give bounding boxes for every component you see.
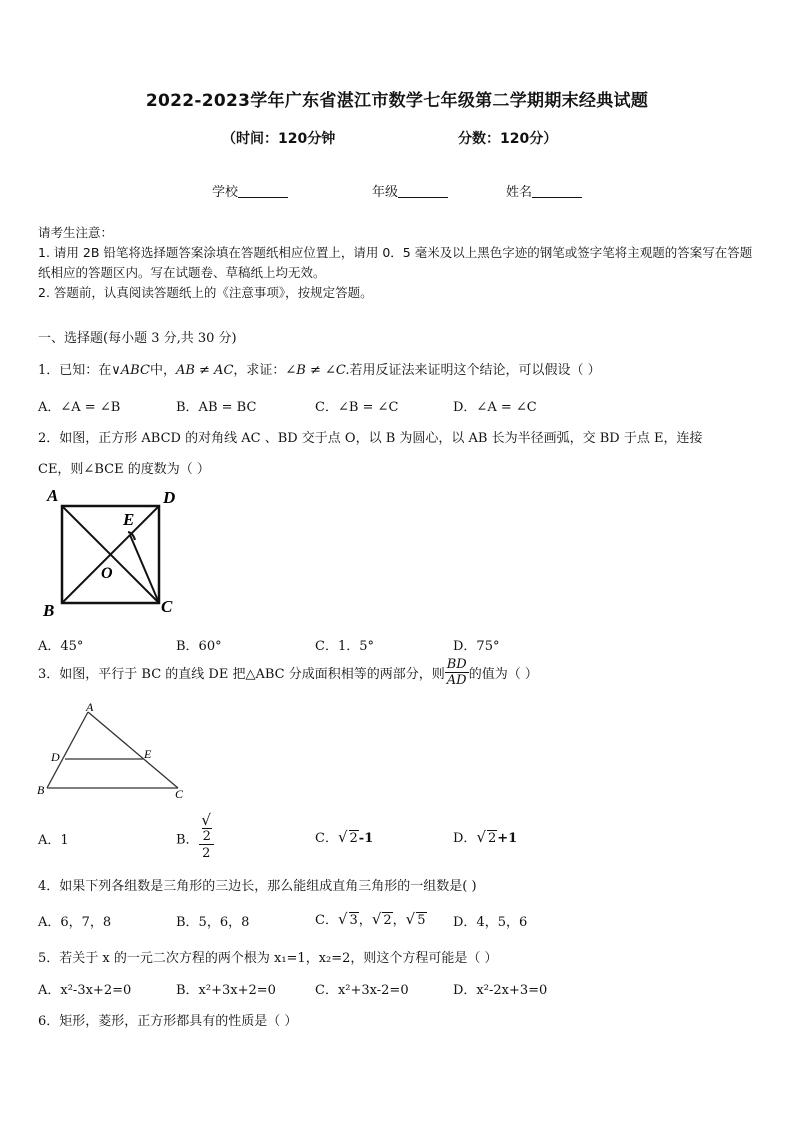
q3-frac-den: AD [446, 673, 467, 688]
q4-option-a: A．6，7，8 [38, 915, 112, 930]
section-heading: 一、选择题(每小题 3 分,共 30 分) [38, 331, 237, 346]
question-4: 4．如果下列各组数是三角形的三边长，那么能组成直角三角形的一组数是( ) [38, 879, 477, 894]
q1-text-c: ，求证： [233, 363, 286, 378]
notes-block [38, 223, 760, 303]
q3-option-c-prefix: C． [315, 831, 338, 846]
q5-option-d: D．x²-2x+3=0 [453, 983, 548, 998]
q2-option-b: B．60° [176, 639, 222, 654]
exam-score: 分数：120分） [458, 131, 558, 147]
school-field [212, 181, 288, 200]
q3-label-a: A [86, 700, 94, 714]
q1-option-b: B．AB = BC [176, 400, 257, 415]
q2-square-figure [38, 485, 188, 620]
q2-line-1: 2．如图，正方形 ABCD 的对角线 AC 、BD 交于点 O，以 B 为圆心，以 AB 长为半径画弧，交 BD 于点 E，连接 [38, 431, 703, 446]
q3-option-d-suffix: +1 [497, 831, 518, 846]
school-blank [238, 184, 288, 198]
q5-option-b: B．x²+3x+2=0 [176, 983, 276, 998]
q2-label-a: A [47, 486, 59, 505]
q2-label-e: E [123, 510, 135, 529]
q3-option-a: A．1 [38, 833, 69, 848]
q3-option-b [176, 813, 214, 863]
q3-label-c: C [175, 787, 184, 801]
q1-option-c: C．∠B = ∠C [315, 400, 399, 415]
q5-option-a: A．x²-3x+2=0 [38, 983, 132, 998]
q3-text-a: 3．如图，平行于 BC 的直线 DE 把△ABC 分成面积相等的两部分，则 [38, 667, 445, 682]
q4-option-c-prefix: C． [315, 913, 338, 928]
q1-text-a: 1．已知：在 [38, 363, 112, 378]
q5-option-c: C．x²+3x-2=0 [315, 983, 409, 998]
q3-triangle-figure [36, 700, 196, 802]
q3-option-c-radicand: 2 [349, 831, 358, 846]
page-title: 2022-2023学年广东省湛江市数学七年级第二学期期末经典试题 [145, 91, 649, 111]
notes-heading: 请考生注意： [38, 225, 114, 240]
q4-option-d: D．4，5，6 [453, 915, 528, 930]
q1-text-d: 若用反证法来证明这个结论，可以假设（ ） [349, 363, 601, 378]
q2-segment-ce [130, 535, 159, 603]
q2-label-c: C [161, 597, 173, 616]
q3-option-b-num: 2 [202, 829, 211, 844]
notes-item-1: 1. 请用 2B 铅笔将选择题答案涂填在答题纸相应位置上，请用 0．5 毫米及以上黑色字迹的钢笔或签字笔将主观题的答案写在答题纸相应的答题区内。写在试题卷、草稿纸上均无效。 [38, 245, 753, 280]
q4-option-c-r3: 5 [417, 913, 426, 928]
name-label: 姓名 [506, 185, 533, 200]
q1-condition: AB ≠ AC [175, 363, 234, 378]
q3-label-d: D [51, 750, 60, 764]
q3-fraction [445, 657, 469, 688]
q3-option-b-fraction: √ 2 2 [199, 813, 214, 863]
grade-field [372, 181, 448, 200]
q3-option-d-prefix: D． [453, 831, 477, 846]
name-blank [532, 184, 582, 198]
q3-text-b: 的值为（ ） [468, 667, 538, 682]
q3-option-c-suffix: -1 [358, 831, 374, 846]
exam-time: （时间：120分钟 [222, 131, 336, 147]
q2-label-o: O [101, 565, 113, 582]
q3-option-b-prefix: B． [176, 832, 199, 848]
q4-option-b: B．5，6，8 [176, 915, 250, 930]
question-3 [38, 657, 538, 688]
q2-line-2: CE，则∠BCE 的度数为（ ） [38, 462, 210, 477]
notes-item-2: 2. 答题前，认真阅读答题纸上的《注意事项》，按规定答题。 [38, 285, 373, 300]
name-field [506, 181, 582, 200]
q3-option-b-den: 2 [202, 846, 211, 861]
q2-option-c: C．1．5° [315, 639, 374, 654]
q1-text-b: 中， [149, 363, 176, 378]
question-6: 6．矩形，菱形，正方形都具有的性质是（ ） [38, 1014, 298, 1029]
q3-option-c: C．√ 2-1 [315, 828, 374, 846]
q4-option-c-r1: 3 [349, 913, 358, 928]
q4-option-c: C．√ 3，√ 2，√ 5 [315, 910, 426, 928]
q4-option-c-r2: 2 [383, 913, 392, 928]
q3-label-e: E [144, 747, 152, 761]
q2-label-d: D [163, 488, 176, 507]
q1-goal: ∠B ≠ ∠C. [285, 363, 350, 378]
q3-option-d: D．√ 2+1 [453, 828, 518, 846]
q2-option-a: A．45° [38, 639, 84, 654]
grade-blank [398, 184, 448, 198]
q3-label-b: B [37, 783, 45, 797]
question-5: 5．若关于 x 的一元二次方程的两个根为 x₁=1，x₂=2，则这个方程可能是（ ） [38, 951, 498, 966]
grade-label: 年级 [372, 185, 399, 200]
q1-option-d: D．∠A = ∠C [453, 400, 537, 415]
q1-triangle: ∨ABC [111, 363, 150, 378]
q2-option-d: D．75° [453, 639, 500, 654]
q3-side-ac [88, 712, 178, 788]
question-1 [38, 359, 601, 378]
q2-label-b: B [43, 601, 55, 620]
q3-option-d-radicand: 2 [488, 831, 497, 846]
school-label: 学校 [212, 185, 239, 200]
q3-frac-num: BD [446, 657, 467, 672]
q1-option-a: A．∠A = ∠B [38, 400, 121, 415]
